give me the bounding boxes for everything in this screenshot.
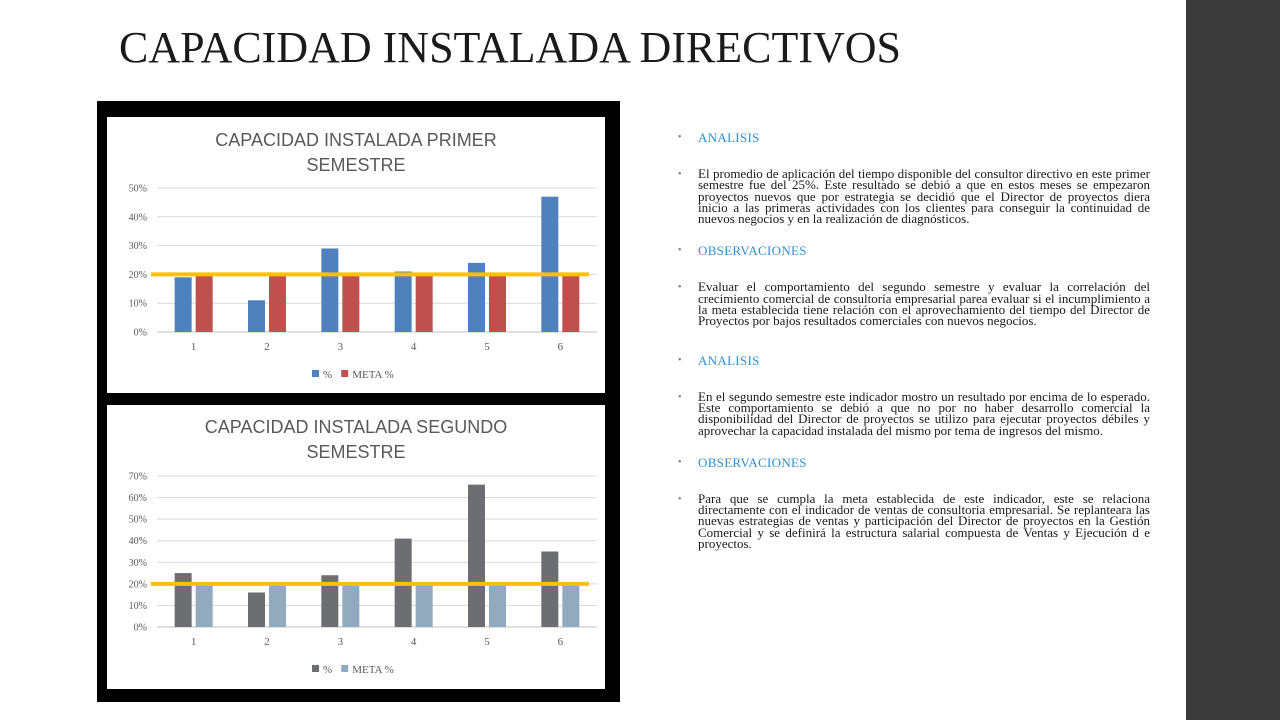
chart-title-line: CAPACIDAD INSTALADA SEGUNDO — [204, 417, 508, 437]
bar-meta — [416, 274, 433, 332]
note-body-analisis-2: • En el segundo semestre este indicador mostro un resultado por encima de lo esperado. Este comportamiento se debió a que no por no haber desarrollo comercial la disponibilidad del Director de proyectos se utilizo para ejecutar proyectos débiles y aprovechar la capacidad instalada del mismo por tema de ingresos del mismo. — [676, 391, 1150, 436]
bar-meta — [562, 274, 579, 332]
chart-second-semester — [107, 405, 605, 689]
legend-label: META % — [352, 664, 394, 676]
legend-label: % — [323, 664, 333, 676]
note-heading-analisis-1: • ANALISIS — [676, 130, 1150, 146]
legend-label: META % — [352, 369, 394, 381]
legend-swatch — [341, 665, 348, 672]
y-tick-label: 70% — [128, 471, 147, 483]
bar-meta — [269, 584, 286, 627]
bar-meta — [489, 584, 506, 627]
note-body-observaciones-1: • Evaluar el comportamiento del segundo semestre y evaluar la correlación del crecimiento comercial de consultoría empresarial parea evaluar si el incumplimiento a la meta establecida tiene relación con el aprovechamiento del tiempo del Director de Proyectos por bajos resultados comerciales con nuevos negocios. — [676, 281, 1150, 326]
bar-meta — [196, 584, 213, 627]
slide-title: CAPACIDAD INSTALADA DIRECTIVOS — [119, 23, 902, 72]
notes-panel — [676, 130, 1150, 552]
y-tick-label: 10% — [128, 600, 147, 612]
x-tick-label: 1 — [190, 341, 197, 353]
chart-first-semester — [107, 117, 605, 393]
legend-swatch — [312, 665, 319, 672]
note-heading-observaciones-1: • OBSERVACIONES — [676, 243, 1150, 259]
note-heading-observaciones-2: • OBSERVACIONES — [676, 455, 1150, 471]
x-tick-label: 2 — [264, 341, 270, 353]
bar-meta — [416, 584, 433, 627]
y-tick-label: 50% — [128, 514, 147, 526]
note-body-observaciones-2: • Para que se cumpla la meta establecida de este indicador, este se relaciona directamente con el indicador de ventas de consultoria empresarial. Se replanteara las nuevas estrategias de ventas y participación del Director de proyectos en la Gestión Comercial y se definirá la estructura salarial compuesta de Ventas y Ejecución d e proyectos. — [676, 493, 1150, 549]
bar-meta — [269, 274, 286, 332]
bar-meta — [196, 274, 213, 332]
y-tick-label: 10% — [128, 298, 147, 310]
chart-title-line: CAPACIDAD INSTALADA PRIMER — [215, 130, 497, 150]
x-tick-label: 6 — [557, 341, 564, 353]
chart-title-line: SEMESTRE — [306, 442, 406, 462]
charts-frame — [97, 101, 620, 702]
bar-meta — [489, 274, 506, 332]
x-tick-label: 3 — [337, 636, 344, 648]
y-tick-label: 40% — [128, 536, 147, 548]
legend-swatch — [341, 370, 348, 377]
x-tick-label: 4 — [410, 341, 417, 353]
bar-percent — [248, 592, 265, 627]
note-heading-analisis-2: • ANALISIS — [676, 353, 1150, 369]
y-tick-label: 60% — [128, 493, 147, 505]
bar-percent — [395, 272, 412, 332]
bar-meta — [342, 274, 359, 332]
x-tick-label: 3 — [337, 341, 344, 353]
legend-swatch — [312, 370, 319, 377]
x-tick-label: 4 — [410, 636, 417, 648]
bar-meta — [562, 584, 579, 627]
bar-meta — [342, 584, 359, 627]
bar-percent — [541, 197, 558, 332]
y-tick-label: 20% — [128, 269, 147, 281]
bar-percent — [468, 485, 485, 627]
x-tick-label: 6 — [557, 636, 564, 648]
y-tick-label: 20% — [128, 579, 147, 591]
y-tick-label: 50% — [128, 183, 147, 195]
chart-panel-first-semester — [107, 117, 605, 393]
side-band — [1186, 0, 1280, 720]
x-tick-label: 5 — [484, 636, 490, 648]
bar-percent — [541, 552, 558, 628]
x-tick-label: 5 — [484, 341, 490, 353]
y-tick-label: 30% — [128, 557, 147, 569]
y-tick-label: 0% — [133, 327, 147, 339]
y-tick-label: 0% — [133, 622, 147, 634]
bar-percent — [248, 300, 265, 332]
legend-label: % — [323, 369, 333, 381]
note-body-analisis-1: • El promedio de aplicación del tiempo disponible del consultor directivo en este primer semestre fue del 25%. Este resultado se debió a que en estos meses se empezaron proyectos nuevos que por estrategia se decidió que el Director de proyectos diera inicio a las primeras actividades con los clientes para conseguir la continuidad de nuevos negocios y en la realización de diagnósticos. — [676, 168, 1150, 224]
chart-panel-second-semester — [107, 405, 605, 689]
x-tick-label: 2 — [264, 636, 270, 648]
y-tick-label: 40% — [128, 212, 147, 224]
chart-title-line: SEMESTRE — [306, 155, 406, 175]
bar-percent — [321, 248, 338, 332]
x-tick-label: 1 — [190, 636, 197, 648]
y-tick-label: 30% — [128, 241, 147, 253]
bar-percent — [175, 277, 192, 332]
bar-percent — [175, 573, 192, 627]
